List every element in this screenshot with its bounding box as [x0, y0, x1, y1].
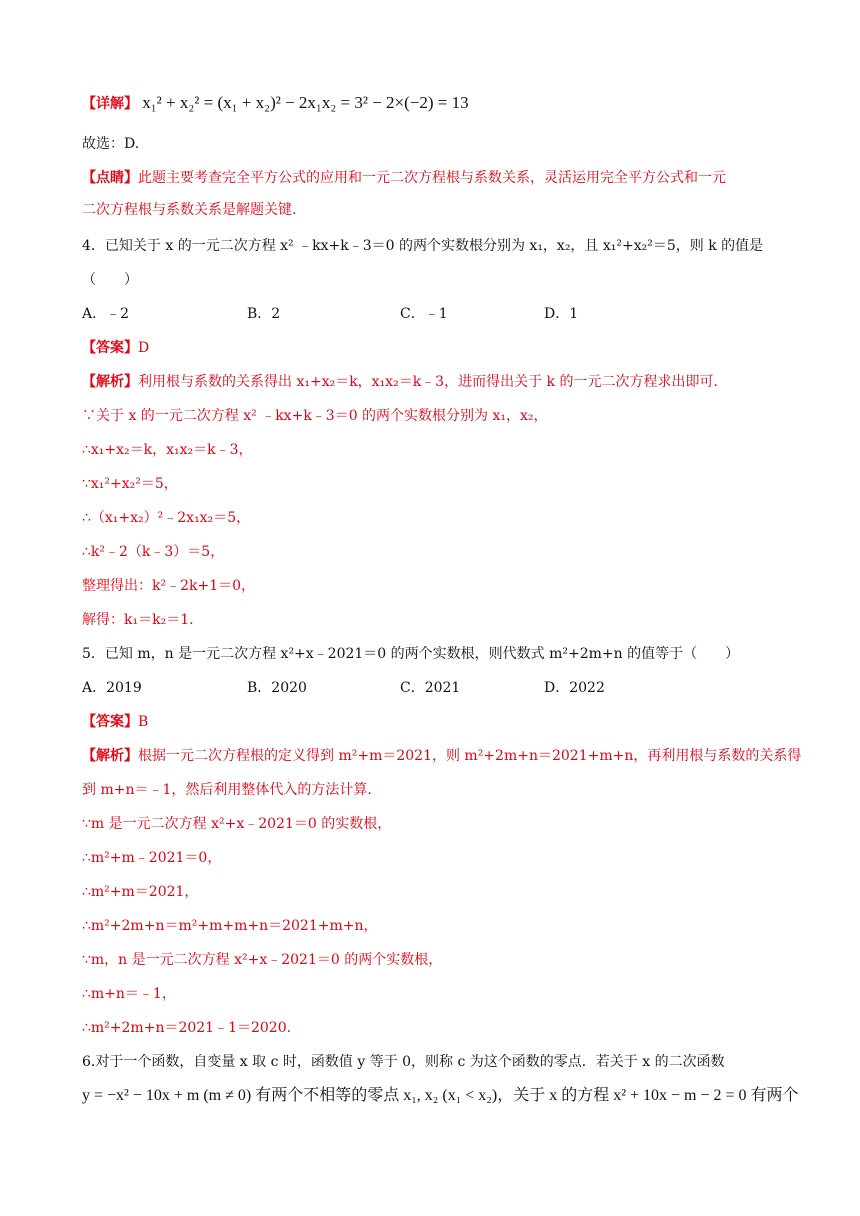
q4-analysis-tag: 【解析】 [82, 374, 138, 390]
q5-option-c: C．2021 [400, 680, 461, 696]
q5-option-d: D．2022 [544, 680, 605, 696]
q5-analysis-text-1: 根据一元二次方程根的定义得到 m²+m＝2021，则 m²+2m+n＝2021+m+n，再利用根与系数的关系得 [138, 748, 802, 764]
q5-step: ∴m²+m﹣2021＝0， [82, 850, 222, 866]
comment-text-1: 此题主要考查完全平方公式的应用和一元二次方程根与系数关系，灵活运用完全平方公式和一元 [138, 170, 726, 186]
q4-option-a: A．﹣2 [82, 306, 130, 322]
q4-step: ∵关于 x 的一元二次方程 x² ﹣kx+k﹣3＝0 的两个实数根分别为 x₁，x₂， [82, 408, 548, 424]
q5-analysis-line-1 [82, 746, 801, 766]
q5-stem: 5．已知 m，n 是一元二次方程 x²+x﹣2021＝0 的两个实数根，则代数式 m²+2m+n 的值等于（ ） [82, 646, 740, 662]
q5-step: ∵m 是一元二次方程 x²+x﹣2021＝0 的实数根， [82, 816, 392, 832]
q4-step: 整理得出：k²﹣2k+1＝0， [82, 578, 256, 594]
q5-analysis-line-2: 到 m+n＝﹣1，然后利用整体代入的方法计算. [82, 782, 372, 798]
q4-answer [82, 338, 149, 358]
q4-analysis [82, 372, 718, 392]
q4-options [82, 304, 782, 324]
q4-step: ∴k²﹣2（k﹣3）＝5， [82, 544, 225, 560]
q5-answer-tag: 【答案】 [82, 714, 138, 730]
q5-analysis-tag: 【解析】 [82, 748, 138, 764]
detail-line [82, 93, 469, 114]
q4-stem-line-2: （ ） [82, 272, 138, 288]
comment-line-2: 二次方程根与系数关系是解题关键. [82, 202, 297, 218]
q5-step: ∵m，n 是一元二次方程 x²+x﹣2021＝0 的两个实数根， [82, 952, 443, 968]
q4-analysis-text: 利用根与系数的关系得出 x₁+x₂＝k，x₁x₂＝k﹣3，进而得出关于 k 的一元二次方程求出即可. [138, 374, 718, 390]
q5-option-b: B．2020 [247, 680, 307, 696]
q4-answer-value: D [138, 340, 150, 356]
q4-stem-line-1: 4．已知关于 x 的一元二次方程 x² ﹣kx+k﹣3＝0 的两个实数根分别为 x₁，x₂，且 x₁²+x₂²＝5，则 k 的值是 [82, 238, 764, 254]
q4-option-d: D．1 [544, 306, 579, 322]
q5-step: ∴m²+2m+n＝2021﹣1＝2020. [82, 1020, 292, 1036]
q5-options [82, 678, 782, 698]
comment-tag: 【点睛】 [82, 170, 138, 186]
q4-step: 解得：k₁＝k₂＝1. [82, 612, 194, 628]
q4-step: ∵x₁²+x₂²＝5， [82, 476, 178, 492]
choice-text: 故选：D. [82, 136, 140, 152]
q4-step: ∴（x₁+x₂）²﹣2x₁x₂＝5， [82, 510, 251, 526]
comment-line-1 [82, 168, 726, 188]
q5-answer [82, 712, 148, 732]
q5-step: ∴m+n＝﹣1， [82, 986, 176, 1002]
q5-step: ∴m²+2m+n＝m²+m+m+n＝2021+m+n， [82, 918, 378, 934]
detail-formula: x₁² + x₂² = (x₁ + x₂)² − 2x₁x₂ = 3² − 2×(−2) = 13 [142, 93, 469, 112]
q5-option-a: A．2019 [82, 680, 142, 696]
q4-option-c: C．﹣1 [400, 306, 448, 322]
q4-option-b: B．2 [247, 306, 281, 322]
q5-answer-value: B [138, 714, 149, 730]
q4-answer-tag: 【答案】 [82, 340, 138, 356]
detail-tag: 【详解】 [82, 96, 138, 112]
q6-stem-line-1: 6.对于一个函数，自变量 x 取 c 时，函数值 y 等于 0，则称 c 为这个函数的零点．若关于 x 的二次函数 [82, 1054, 725, 1070]
q6-stem-line-2: y = −x² − 10x + m (m ≠ 0) 有两个不相等的零点 x₁, x₂ (x₁ < x₂)，关于 x 的方程 x² + 10x − m − 2 = 0 有两个 [82, 1087, 799, 1104]
q5-step: ∴m²+m＝2021， [82, 884, 199, 900]
q4-step: ∴x₁+x₂＝k，x₁x₂＝k﹣3， [82, 442, 253, 458]
